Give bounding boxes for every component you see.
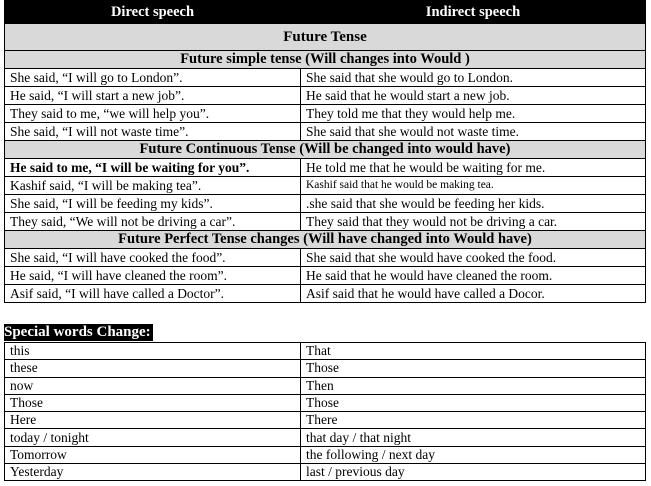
word-indirect: the following / next day	[301, 446, 646, 463]
table-row	[5, 123, 646, 141]
word-direct: Those	[5, 394, 301, 411]
indirect-cell: They told me that they would help me.	[301, 105, 646, 123]
direct-cell: She said, “I will have cooked the food”.	[5, 249, 301, 267]
table-row	[5, 105, 646, 123]
table-row	[5, 394, 646, 411]
table-row	[5, 446, 646, 463]
word-direct: this	[5, 343, 301, 360]
section-title-future-continuous: Future Continuous Tense (Will be changed into would have)	[5, 141, 646, 159]
table-row	[5, 69, 646, 87]
section-title-row	[5, 231, 646, 249]
header-direct-speech: Direct speech	[5, 1, 301, 24]
table-row	[5, 429, 646, 446]
table-row	[5, 343, 646, 360]
direct-cell: She said, “I will go to London”.	[5, 69, 301, 87]
indirect-cell: Asif said that he would have called a Docor.	[301, 285, 646, 303]
table-row	[5, 464, 646, 481]
special-words-heading: Special words Change:	[4, 324, 151, 340]
table-row	[5, 87, 646, 105]
direct-cell: He said, “I will have cleaned the room”.	[5, 267, 301, 285]
word-indirect: There	[301, 412, 646, 429]
tense-conversion-table	[4, 0, 646, 303]
table-row	[5, 285, 646, 303]
word-indirect: Those	[301, 360, 646, 377]
section-title-future-perfect: Future Perfect Tense changes (Will have changed into Would have)	[5, 231, 646, 249]
word-direct: Tomorrow	[5, 446, 301, 463]
section-title-row	[5, 141, 646, 159]
direct-cell: She said, “I will be feeding my kids”.	[5, 195, 301, 213]
indirect-cell: Kashif said that he would be making tea.	[301, 177, 646, 195]
direct-cell: They said to me, “we will help you”.	[5, 105, 301, 123]
word-direct: Yesterday	[5, 464, 301, 481]
indirect-cell: They said that they would not be driving a car.	[301, 213, 646, 231]
direct-cell: He said to me, “I will be waiting for you”.	[5, 159, 301, 177]
table-row	[5, 267, 646, 285]
word-indirect: Then	[301, 377, 646, 394]
table-row	[5, 177, 646, 195]
direct-cell: Kashif said, “I will be making tea”.	[5, 177, 301, 195]
header-indirect-speech: Indirect speech	[301, 1, 646, 24]
word-direct: today / tonight	[5, 429, 301, 446]
section-title-future-simple: Future simple tense (Will changes into Would )	[5, 51, 646, 69]
tense-title: Future Tense	[5, 24, 646, 51]
word-indirect: That	[301, 343, 646, 360]
table-row	[5, 249, 646, 267]
word-direct: Here	[5, 412, 301, 429]
table-row	[5, 195, 646, 213]
indirect-cell: She said that she would have cooked the food.	[301, 249, 646, 267]
section-title-row	[5, 51, 646, 69]
special-words-table	[4, 342, 646, 481]
table-row	[5, 213, 646, 231]
direct-cell: He said, “I will start a new job”.	[5, 87, 301, 105]
indirect-cell: .she said that she would be feeding her kids.	[301, 195, 646, 213]
direct-cell: She said, “I will not waste time”.	[5, 123, 301, 141]
word-indirect: Those	[301, 394, 646, 411]
indirect-cell: She said that she would go to London.	[301, 69, 646, 87]
word-indirect: last / previous day	[301, 464, 646, 481]
word-direct: these	[5, 360, 301, 377]
table-row	[5, 377, 646, 394]
tense-title-row	[5, 24, 646, 51]
indirect-cell: He told me that he would be waiting for me.	[301, 159, 646, 177]
indirect-cell: He said that he would have cleaned the room.	[301, 267, 646, 285]
table-header-row	[5, 1, 646, 24]
word-direct: now	[5, 377, 301, 394]
direct-cell: Asif said, “I will have called a Doctor”.	[5, 285, 301, 303]
table-row	[5, 412, 646, 429]
indirect-cell: He said that he would start a new job.	[301, 87, 646, 105]
table-row	[5, 159, 646, 177]
indirect-cell: She said that she would not waste time.	[301, 123, 646, 141]
direct-cell: They said, “We will not be driving a car”.	[5, 213, 301, 231]
word-indirect: that day / that night	[301, 429, 646, 446]
table-row	[5, 360, 646, 377]
